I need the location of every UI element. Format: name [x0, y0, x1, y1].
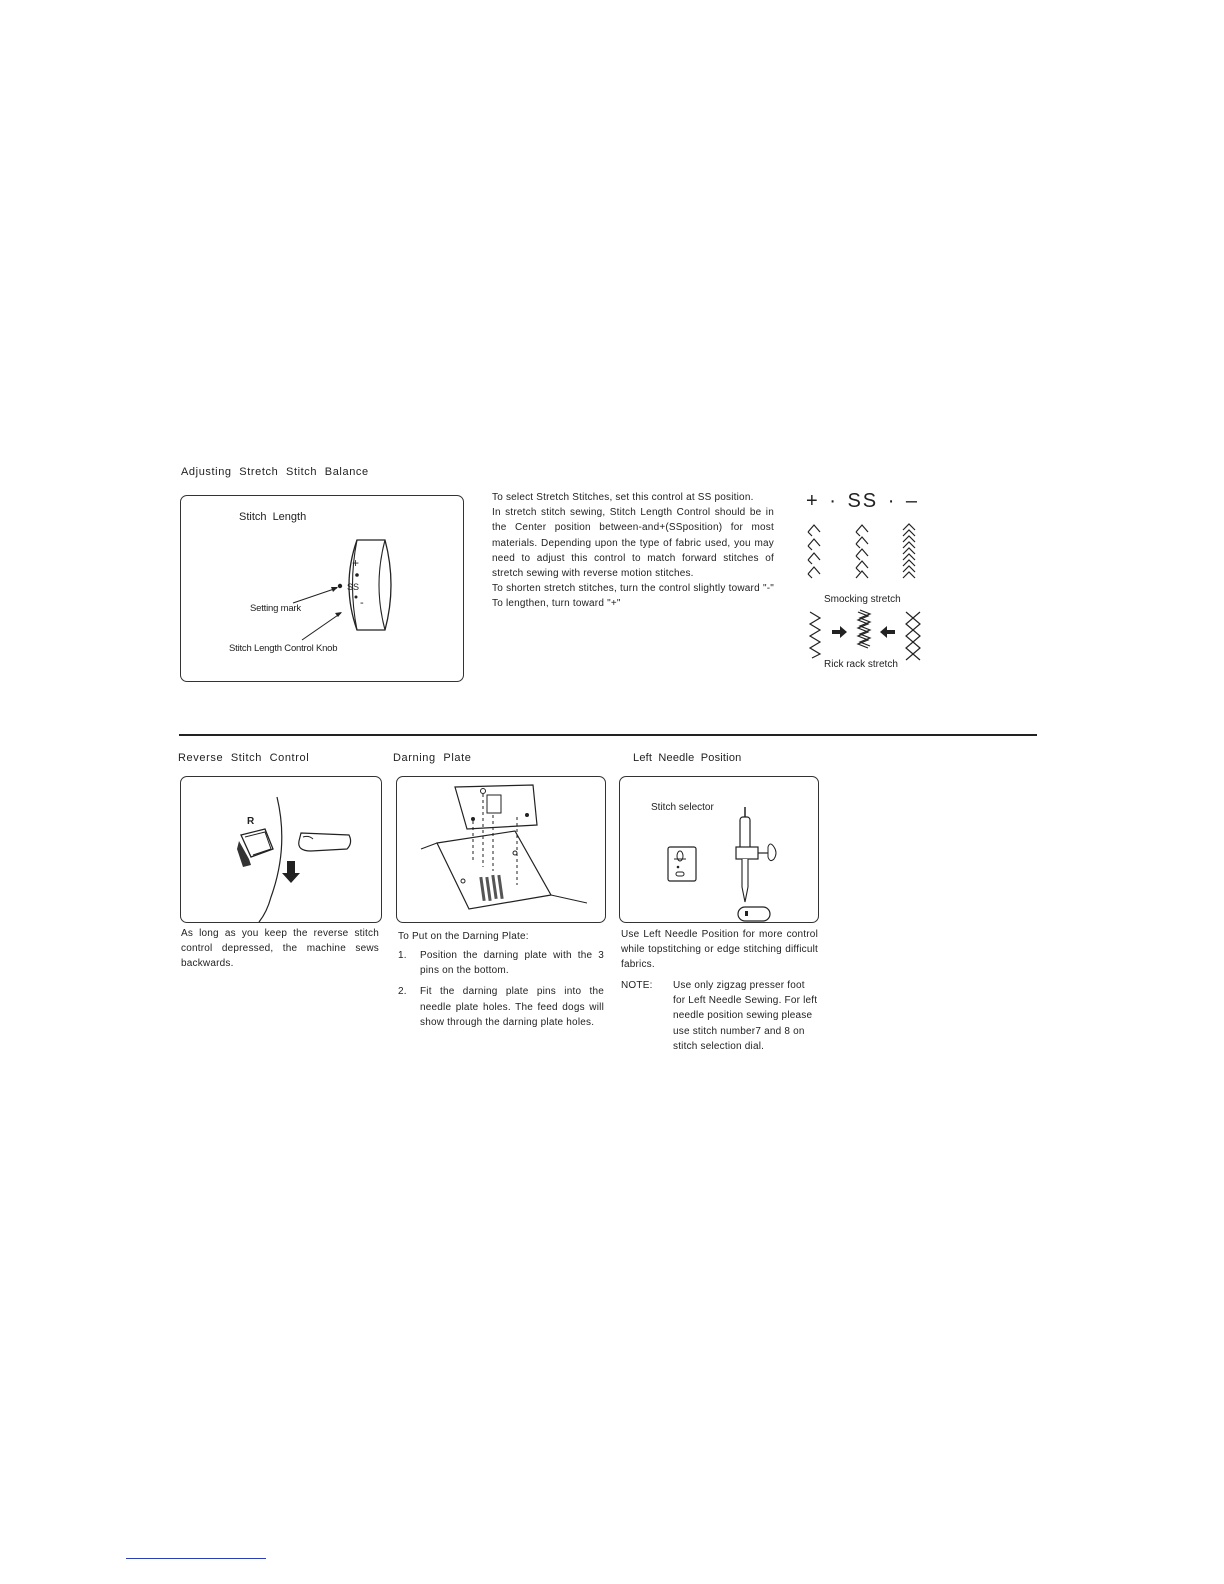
step-text: Fit the darning plate pins into the needle plate holes. The feed dogs will show through the darning plate holes. — [420, 986, 604, 1028]
smocking-label: Smocking stretch — [824, 594, 901, 605]
darning-steps — [398, 948, 604, 1036]
reverse-stitch-figure — [180, 776, 382, 923]
stitch-length-figure — [180, 495, 464, 682]
reverse-button-letter: R — [247, 816, 255, 827]
smocking-center-stitches — [856, 525, 868, 578]
rickrack-right-stitches — [906, 612, 920, 660]
darning-plate-illustration — [397, 777, 605, 922]
note-text: Use only zigzag presser foot for Left Needle Sewing. For left needle position sewing please use stitch number7 and 8 on stitch selection dial. — [673, 980, 818, 1052]
knob-label: Stitch Length Control Knob — [229, 643, 338, 654]
needle-illustration — [620, 777, 818, 922]
stitch-scale: + · SS · – — [806, 490, 920, 512]
left-needle-figure — [619, 776, 819, 923]
darning-step — [398, 984, 604, 1030]
section-title-darning: Darning Plate — [393, 752, 472, 764]
step-number: 2. — [398, 986, 407, 998]
arrow-left-icon — [880, 626, 895, 638]
darning-step — [398, 948, 604, 978]
knob-plus-mark: + — [352, 556, 360, 570]
darning-plate-figure — [396, 776, 606, 923]
knob-ss-mark: SS — [347, 582, 360, 592]
knob-minus-mark: - — [360, 597, 364, 609]
reverse-description: As long as you keep the reverse stitch control depressed, the machine sews backwards. — [181, 928, 379, 970]
instruction-paragraph: In stretch stitch sewing, Stitch Length Control should be in the Center position between-and+(SSposition) for most materials. Depending upon the type of fabric used, you may need to adjust this control to match forward stitches of stretch sewing with reverse motion stitches. — [492, 507, 774, 580]
stretch-instructions — [489, 490, 774, 612]
reverse-lever-illustration — [181, 777, 381, 922]
instruction-paragraph: To select Stretch Stitches, set this control at SS position. — [492, 492, 754, 503]
rickrack-label: Rick rack stretch — [824, 659, 898, 670]
section-divider — [179, 734, 1037, 736]
arrow-right-icon — [832, 626, 847, 638]
darning-intro: To Put on the Darning Plate: — [398, 931, 529, 942]
setting-mark-label: Setting mark — [250, 603, 301, 614]
footer-underline — [126, 1558, 266, 1559]
rickrack-left-stitches — [810, 612, 820, 658]
left-needle-note — [621, 978, 818, 1054]
stitch-selector-label: Stitch selector — [651, 802, 714, 813]
instruction-paragraph: To shorten stretch stitches, turn the control slightly toward "-" To lengthen, turn toward "+" — [492, 583, 774, 610]
step-number: 1. — [398, 950, 407, 961]
down-arrow-icon — [282, 861, 300, 883]
left-needle-description: Use Left Needle Position for more control while topstitching or edge stitching difficult fabrics. — [621, 929, 818, 971]
smocking-left-stitches — [808, 525, 820, 578]
note-label: NOTE: — [621, 980, 653, 991]
section-title-left-needle: Left Needle Position — [633, 752, 742, 764]
section-title-reverse: Reverse Stitch Control — [178, 752, 310, 764]
step-text: Position the darning plate with the 3 pins on the bottom. — [420, 950, 604, 977]
smocking-right-stitches — [903, 524, 915, 578]
rickrack-center-stitches — [858, 610, 870, 648]
section-title-stretch-balance: Adjusting Stretch Stitch Balance — [181, 466, 369, 478]
figure-caption: Stitch Length — [239, 511, 307, 523]
